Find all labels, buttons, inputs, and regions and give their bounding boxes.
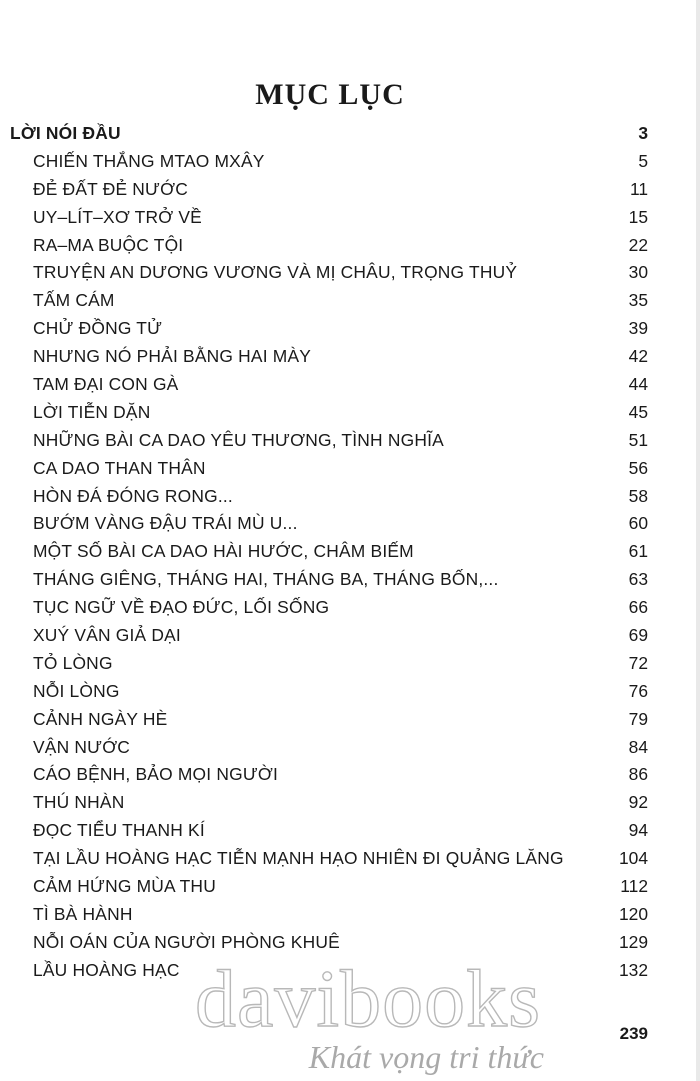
toc-entry-title: BƯỚM VÀNG ĐẬU TRÁI MÙ U... [33,513,298,534]
toc-entry [10,148,648,176]
toc-entry-page: 69 [628,625,648,646]
toc-entry [10,259,648,287]
toc-entry-title: NHỮNG BÀI CA DAO YÊU THƯƠNG, TÌNH NGHĨA [33,429,444,450]
toc-entry-title: TAM ĐẠI CON GÀ [33,374,179,395]
toc-entry-title: ĐỌC TIỂU THANH KÍ [33,820,205,841]
toc-entry-page: 84 [628,736,648,757]
toc-entry-page: 45 [628,401,648,422]
toc-entry-page: 120 [618,903,648,924]
toc-entry-page: 66 [628,597,648,618]
toc-entry [10,204,648,232]
toc-entry-title: MỘT SỐ BÀI CA DAO HÀI HƯỚC, CHÂM BIẾM [33,541,414,562]
toc-entry-title: CÁO BỆNH, BẢO MỌI NGƯỜI [33,764,279,785]
page-title: MỤC LỤC [255,78,405,112]
toc-entry [10,594,648,622]
toc-entry [10,399,648,427]
toc-entry-page: 5 [638,150,648,171]
toc-entry-page: 76 [628,680,648,701]
toc-entry-title: TỤC NGỮ VỀ ĐẠO ĐỨC, LỐI SỐNG [33,597,330,618]
toc-entry-title: CHỬ ĐỒNG TỬ [33,318,163,339]
toc-entry-page: 42 [628,346,648,367]
toc-entry [10,287,648,315]
toc-entry-title: VẬN NƯỚC [33,736,131,757]
watermark-logo: davibooks [194,953,542,1044]
toc-entry-title: LỜI NÓI ĐẦU [10,123,121,143]
toc-entry-title: UY–LÍT–XƠ TRỞ VỀ [33,206,202,227]
toc-entry [10,622,648,650]
toc-entry-page: 72 [628,652,648,673]
toc-entry-title: CẢM HỨNG MÙA THU [33,876,216,897]
toc-entry-title: ĐẺ ĐẤT ĐẺ NƯỚC [33,178,188,199]
toc-entry [10,678,648,706]
davibooks-watermark [148,953,588,1075]
toc-entry-title: CHIẾN THẮNG MTAO MXÂY [33,150,265,171]
toc-entry-title: HÒN ĐÁ ĐÓNG RONG... [33,485,233,506]
toc-entry [10,538,648,566]
toc-entry-page: 94 [628,820,648,841]
toc-entry-title: CẢNH NGÀY HÈ [33,708,168,729]
toc-entry-title: TẠI LẦU HOÀNG HẠC TIỄN MẠNH HẠO NHIÊN ĐI QUẢNG LĂNG [33,848,564,869]
toc-entry [10,789,648,817]
toc-entry-title: NỖI LÒNG [33,680,120,701]
toc-entry [10,706,648,734]
toc-entry-page: 63 [628,569,648,590]
page-edge-shadow [696,0,700,1081]
toc-entry-title: TẤM CÁM [33,290,115,311]
toc-entry-page: 11 [629,178,648,199]
toc-entry-title: RA–MA BUỘC TỘI [33,234,184,255]
toc-entry-page: 86 [628,764,648,785]
toc-entry-title: THÚ NHÀN [33,792,125,813]
toc-entry-page: 58 [628,485,648,506]
toc-entry-page: 3 [638,123,648,143]
toc-entry-page: 60 [628,513,648,534]
toc-entry-page: 51 [628,429,648,450]
toc-entry-page: 35 [628,290,648,311]
toc-entry-page: 112 [620,876,648,897]
toc-entry [10,120,648,148]
toc-entry [10,176,648,204]
toc-entry [10,510,648,538]
toc-entry-page: 44 [628,374,648,395]
toc-entry [10,873,648,901]
toc-entry-page: 129 [618,931,648,952]
toc-entry [10,734,648,762]
toc-entry-page: 30 [628,262,648,283]
toc-entry-page: 79 [628,708,648,729]
toc-entry [10,845,648,873]
toc-entry [10,901,648,929]
toc-entry [10,650,648,678]
toc-entry-page: 61 [628,541,648,562]
toc-entry [10,455,648,483]
toc-entry [10,343,648,371]
toc-entry-title: TRUYỆN AN DƯƠNG VƯƠNG VÀ MỊ CHÂU, TRỌNG THUỶ [33,262,518,283]
toc-entry [10,566,648,594]
toc-entry-title: NỖI OÁN CỦA NGƯỜI PHÒNG KHUÊ [33,931,340,952]
toc-entry-page: 56 [628,457,648,478]
toc-entry [10,371,648,399]
toc-entry [10,483,648,511]
toc-entry-page: 22 [628,234,648,255]
page-number: 239 [619,1024,648,1043]
table-of-contents [10,120,648,985]
toc-entry-page: 15 [628,206,648,227]
toc-entry [10,315,648,343]
toc-entry-title: LẦU HOÀNG HẠC [33,959,180,980]
toc-entry [10,761,648,789]
toc-entry [10,232,648,260]
toc-entry-page: 92 [628,792,648,813]
toc-entry-title: XUÝ VÂN GIẢ DẠI [33,625,181,646]
toc-entry-title: TÌ BÀ HÀNH [33,903,133,924]
toc-entry-page: 132 [618,959,648,980]
toc-entry-title: NHƯNG NÓ PHẢI BẰNG HAI MÀY [33,346,312,367]
toc-entry-title: CA DAO THAN THÂN [33,457,206,478]
toc-entry [10,817,648,845]
toc-entry [10,427,648,455]
toc-entry-title: THÁNG GIÊNG, THÁNG HAI, THÁNG BA, THÁNG BỐN,... [33,569,499,590]
watermark-tagline: Khát vọng tri thức [308,1039,544,1075]
toc-entry-title: TỎ LÒNG [33,652,113,673]
toc-entry-page: 39 [628,318,648,339]
toc-entry-page: 104 [618,848,648,869]
toc-entry-title: LỜI TIỄN DẶN [33,401,151,422]
